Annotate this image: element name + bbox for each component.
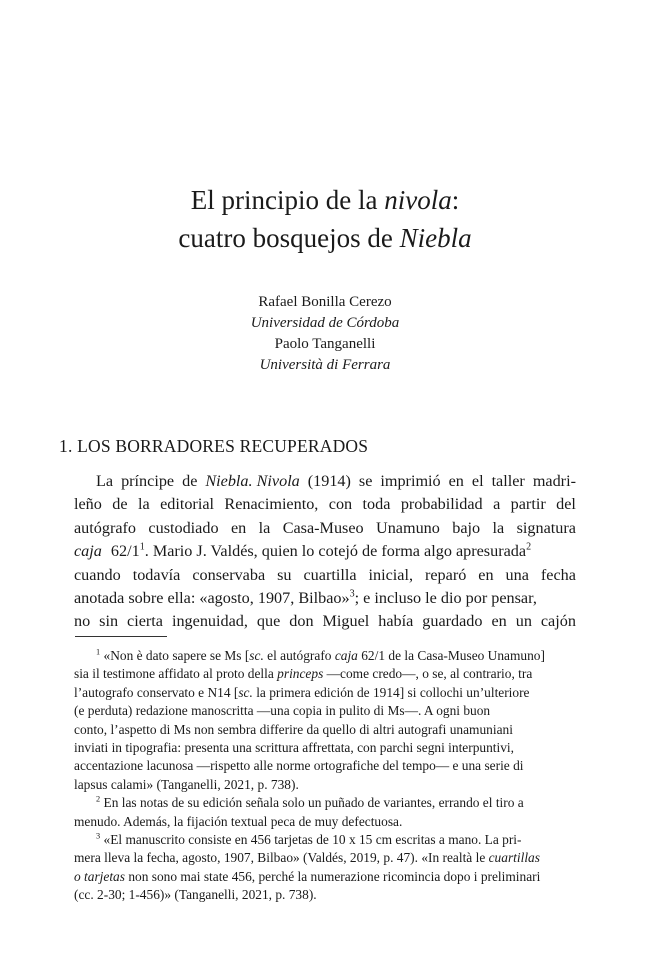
word: en (478, 565, 494, 584)
footnote-line: inviati in tipografia: presenta una scrittura affrettata, con parchi segni interpuntivi, (74, 740, 515, 756)
footnote-ref[interactable]: 1 (139, 541, 145, 553)
body-line (74, 470, 576, 493)
word: Miguel (322, 612, 370, 631)
footnote-1: $^1$ «Non è dato sapere se Ms [sc. el autógrafo caja 62/1 de la Casa-Museo Unamuno] (96, 647, 545, 663)
footnote-2: $^2$ En las notas de su edición señala solo un puñado de variantes, errando el tiro a (96, 794, 524, 811)
footnote-line: sia il testimone affidato al proto della princeps —come credo—, o se, al contrario, tra (74, 666, 533, 682)
word: probabilidad (400, 495, 483, 514)
body-paragraph (74, 470, 576, 634)
body-line: caja $62/1^1$. Mario J. Valdés, quien lo cotejó de forma algo apresurada$^2$ (74, 541, 532, 561)
word: La (96, 472, 114, 490)
author-name: Rafael Bonilla Cerezo (258, 294, 392, 310)
word: del (556, 495, 576, 514)
footnote-mark: 2 (96, 794, 101, 804)
footnote-ref[interactable]: 3 (349, 588, 355, 600)
word: una (505, 565, 529, 584)
body-line (74, 564, 576, 587)
word: inicial, (368, 565, 413, 584)
word: ingenuidad, (171, 612, 248, 631)
word: había (378, 612, 414, 631)
body-line (74, 610, 576, 633)
word: bajo (452, 518, 481, 537)
footnote-line: (e perduta) redazione manoscritta —una copia in pulito di Ms—. A ogni buon (74, 703, 491, 719)
word: la (492, 518, 505, 537)
word: fecha (540, 565, 576, 584)
body-line: anotada sobre ella: «agosto, 1907, Bilbao»$^3$; e incluso le dio por pensar, (74, 588, 537, 608)
section-heading: 1. LOS BORRADORES RECUPERADOS (59, 436, 369, 456)
footnote-line: l’autografo conservato e N14 [sc. la primera edición de 1914] si collochi un’ulteriore (74, 684, 530, 700)
word: don (289, 612, 314, 631)
word: príncipe (121, 472, 175, 490)
footnote-line: mera lleva la fecha, agosto, 1907, Bilbao» (Valdés, 2019, p. 47). «In realtà le cuartillas (74, 850, 540, 866)
word: cuando (74, 565, 121, 584)
word: el (471, 472, 484, 490)
body-line (74, 517, 576, 540)
author-block (60, 292, 590, 376)
word: de (112, 495, 128, 514)
word: custodiado (148, 518, 219, 537)
word: Casa-Museo (282, 518, 364, 537)
word: toda (362, 495, 391, 514)
word: sin (99, 612, 119, 631)
word: de (182, 472, 198, 490)
word: en (448, 472, 464, 490)
footnote-line: o tarjetas non sono mai state 456, perché la numerazione ricomincia dopo i preliminari (74, 868, 541, 884)
word: su (277, 565, 292, 584)
word: se (358, 472, 373, 490)
word: Renacimiento, (224, 495, 319, 514)
word: cuartilla (303, 565, 357, 584)
footnote-ref[interactable]: 2 (526, 541, 532, 553)
title-line-1: El principio de la nivola: (190, 185, 460, 215)
word: autógrafo (74, 518, 137, 537)
footnotes (74, 647, 576, 905)
footnote-line: lapsus calami» (Tanganelli, 2021, p. 738). (74, 776, 299, 792)
footnote-separator (75, 636, 167, 637)
word: reparó (424, 565, 467, 584)
title-line-2: cuatro bosquejos de Niebla (178, 223, 472, 253)
footnote-mark: 3 (96, 831, 101, 841)
word: (1914) (307, 472, 351, 490)
word: en (491, 612, 507, 631)
word: no (74, 612, 91, 631)
footnote-mark: 1 (96, 647, 101, 657)
word: con (328, 495, 353, 514)
word: conservaba (192, 565, 266, 584)
word: Unamuno (376, 518, 440, 537)
word: guardado (422, 612, 483, 631)
footnote-3: $^3$ «El manuscrito consiste en 456 tarjetas de 10 x 15 cm escritas a mano. La pri- (96, 831, 522, 848)
word: la (258, 518, 271, 537)
word: la (137, 495, 150, 514)
word: todavía (132, 565, 181, 584)
word: Niebla. Nivola (205, 472, 300, 490)
chapter-title (60, 181, 590, 257)
word: cierta (127, 612, 163, 631)
body-line (74, 493, 576, 516)
word: taller (491, 472, 525, 490)
author-affiliation: Universidad de Córdoba (250, 315, 400, 331)
footnote-line: menudo. Además, la fijación textual peca de muy defectuosa. (74, 813, 403, 829)
footnote-line: conto, l’aspetto di Ms non sembra differire da quello di altri autografi unamuniani (74, 721, 513, 737)
word: madri- (532, 472, 576, 490)
author-name: Paolo Tanganelli (274, 336, 376, 352)
word: en (230, 518, 247, 537)
footnote-line: (cc. 2-30; 1-456)» (Tanganelli, 2021, p. 738). (74, 887, 317, 903)
word: editorial (160, 495, 214, 514)
author-affiliation: Università di Ferrara (259, 357, 391, 373)
word: que (256, 612, 281, 631)
word: imprimió (380, 472, 441, 490)
footnote-line: accentazione lacunosa —rispetto alle norme ortografiche del tempo— e una serie di (74, 758, 524, 774)
word: partir (510, 495, 546, 514)
word: signatura (516, 518, 576, 537)
word: a (493, 495, 501, 514)
word: cajón (540, 612, 576, 631)
word: leño (74, 495, 102, 514)
word: un (515, 612, 532, 631)
